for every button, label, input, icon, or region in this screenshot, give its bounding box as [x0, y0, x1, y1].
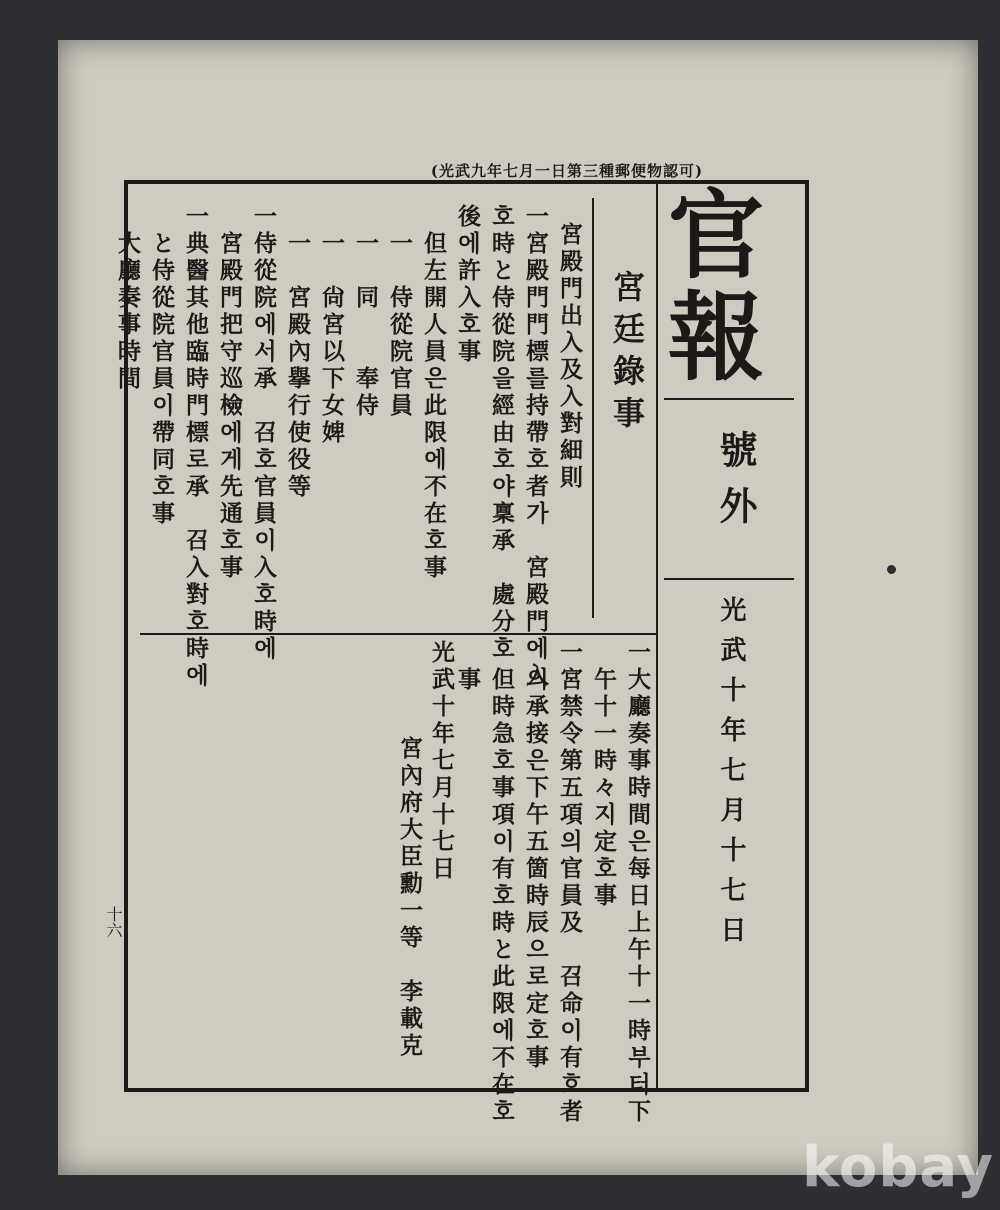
masthead-divider [656, 184, 658, 1088]
text-column: 一 同 奉侍 [352, 204, 379, 420]
page-number: 十六 [104, 906, 123, 938]
text-column: 호時と侍從院을經由호야稟承 處分호 [488, 204, 515, 663]
section-horizontal-rule [140, 633, 658, 635]
section-divider [592, 198, 594, 618]
masthead-title-char-2: 報 [668, 281, 764, 394]
signature-date: 光武十年七月十七日 [428, 640, 455, 883]
text-column: 宮殿門出入及入對細則 [556, 222, 583, 492]
text-column: 一 宮殿內擧行使役等 [284, 204, 311, 501]
issue-label: 號外 [713, 430, 758, 542]
issue-date: 光武十年七月十七日 [716, 596, 746, 956]
masthead-title [668, 179, 764, 394]
text-column: 一 侍從院官員 [386, 204, 413, 420]
section-title: 宮廷錄事 [608, 270, 646, 438]
text-column: 一宮禁令第五項의官員及 召命이有호者 [556, 640, 583, 1126]
text-column: 一 尙宮以下女婢 [318, 204, 345, 447]
masthead-rule [664, 398, 794, 400]
signature-official: 宮內府大臣勳一等 李載克 [396, 736, 423, 1060]
text-column: 一大廳奏事時間은每日上午十一時부터下 [624, 640, 651, 1126]
text-column: 宮殿門把守巡檢에게先通호事 [216, 204, 243, 582]
masthead-title-char-1: 官 [668, 179, 764, 292]
text-column: と侍從院官員이帶同호事 [148, 204, 175, 528]
postal-notice: (光武九年七月一日第三種郵便物認可) [430, 162, 704, 180]
text-column: 午十一時々지定호事 [590, 640, 617, 910]
text-column: 一典醫其他臨時門標로承 召入對호時에 [182, 204, 209, 690]
text-column: 後에許入호事 [454, 204, 481, 366]
text-column: 一侍從院에서承 召호官員이入호時에 [250, 204, 277, 663]
text-column: 의承接은下午五箇時辰으로定호事 [522, 640, 549, 1072]
masthead-rule-2 [664, 578, 794, 580]
watermark-logo: kobay [802, 1135, 994, 1200]
text-column: 但左開人員은此限에不在호事 [420, 204, 447, 582]
paper-hole [887, 565, 896, 574]
text-column: 事 [454, 640, 481, 694]
text-column: 大廳奏事時間 [114, 204, 141, 393]
text-column: 一宮殿門門標를持帶호者가 宮殿門에入 [522, 204, 549, 690]
text-column: 但時急호事項이有호時と此限에不在호 [488, 640, 515, 1126]
